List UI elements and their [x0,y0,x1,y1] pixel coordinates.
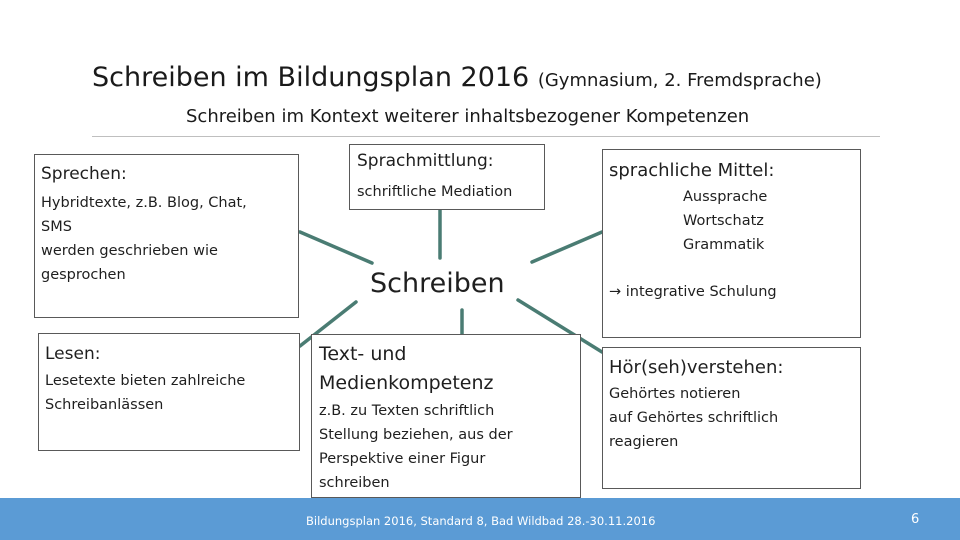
page-number: 6 [911,512,920,527]
arrow-right-icon: → [609,284,622,300]
footer-bar [0,498,960,540]
box-medien-text [319,399,513,495]
box-sprechen-line: gesprochen [41,267,126,283]
box-mittel-note [609,280,777,304]
connector-mittel [532,232,602,262]
box-medien-line: z.B. zu Texten schriftlich [319,403,495,419]
box-lesen-line: Schreibanlässen [45,397,164,413]
box-medien-line: Stellung beziehen, aus der [319,427,513,443]
box-medien-heading: Medienkompetenz [319,372,494,394]
box-medien-heading: Text- und [319,343,407,365]
box-mittel-line: Wortschatz [683,213,764,229]
slide-subtitle: Schreiben im Kontext weiterer inhaltsbezogener Kompetenzen [186,106,750,127]
box-medien-line: schreiben [319,475,390,491]
box-mittel-heading: sprachliche Mittel: [609,160,775,181]
box-sprachmittlung [349,144,545,210]
box-mittel-line: Aussprache [683,189,768,205]
box-medien-line: Perspektive einer Figur [319,451,486,467]
box-sprechen-line: werden geschrieben wie [41,243,218,259]
box-lesen-heading: Lesen: [45,344,101,364]
box-sprachmittlung-text [357,180,512,204]
box-hoeren-line: Gehörtes notieren [609,386,741,402]
box-lesen [38,333,300,451]
box-hoeren-line: auf Gehörtes schriftlich [609,410,779,426]
box-sprachmittlung-line: schriftliche Mediation [357,184,513,200]
box-mittel-text [683,185,767,257]
center-schreiben: Schreiben [370,268,505,299]
box-hoeren-heading: Hör(seh)verstehen: [609,357,784,378]
box-sprechen-line: SMS [41,219,72,235]
box-sprechen [34,154,299,318]
box-mittel-note-text: integrative Schulung [625,284,777,300]
box-hoeren [602,347,861,489]
box-medien [311,334,581,498]
slide-title-suffix: (Gymnasium, 2. Fremdsprache) [537,70,822,91]
footer-text: Bildungsplan 2016, Standard 8, Bad Wildbad 28.-30.11.2016 [306,514,656,528]
box-mittel-line: Grammatik [683,237,765,253]
box-hoeren-line: reagieren [609,434,679,450]
connector-sprechen [300,232,372,263]
slide-title-main: Schreiben im Bildungsplan 2016 [92,62,530,93]
box-sprachmittlung-heading: Sprachmittlung: [357,151,494,171]
box-lesen-text [45,369,245,417]
box-sprechen-heading: Sprechen: [41,164,127,184]
box-sprechen-text [41,191,247,287]
box-hoeren-text [609,382,778,454]
box-sprechen-line: Hybridtexte, z.B. Blog, Chat, [41,195,247,211]
box-lesen-line: Lesetexte bieten zahlreiche [45,373,246,389]
box-mittel [602,149,861,338]
